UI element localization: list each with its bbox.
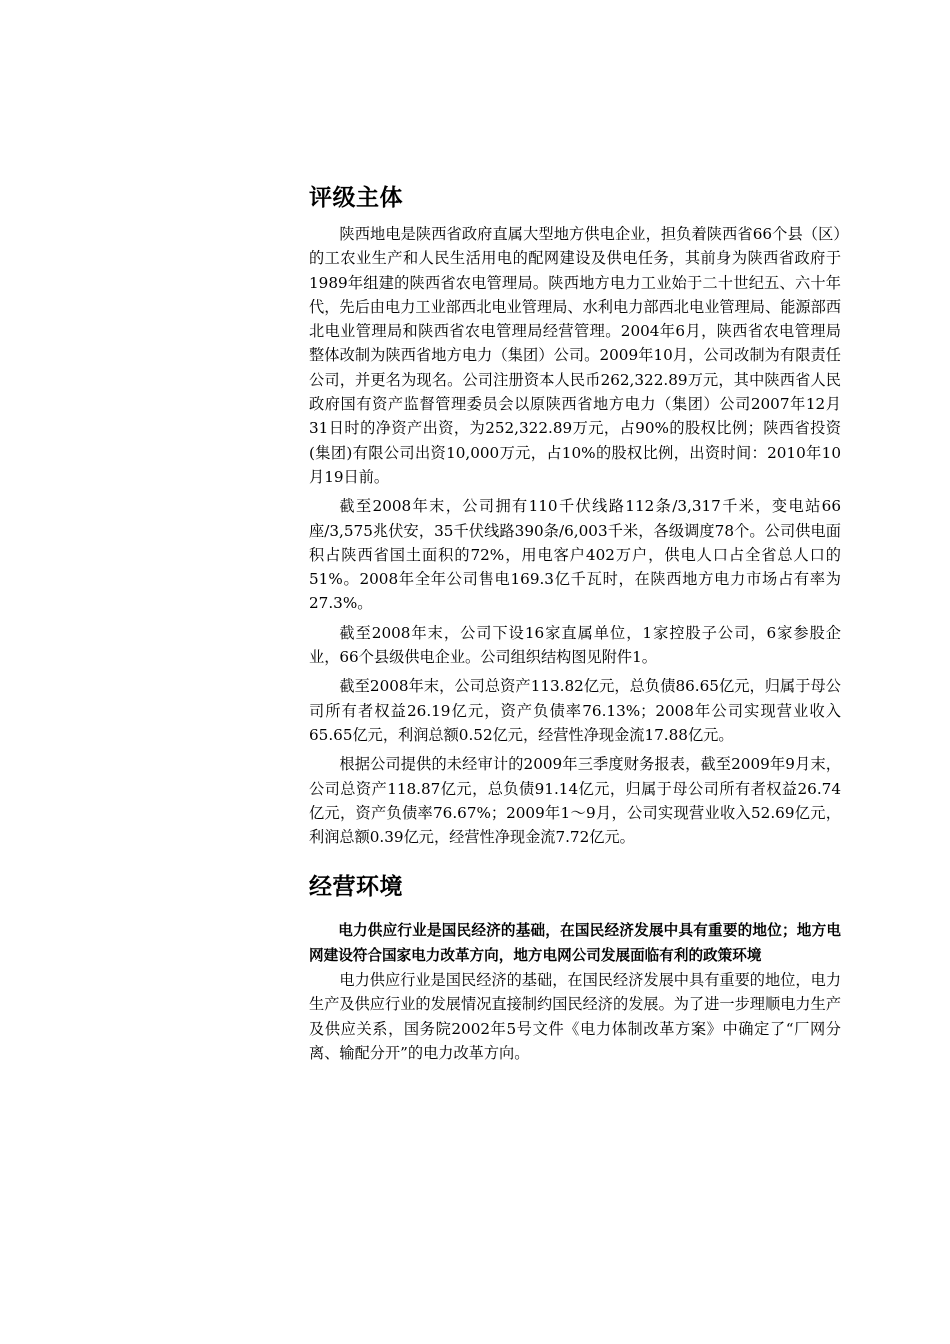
paragraph: 根据公司提供的未经审计的2009年三季度财务报表，截至2009年9月末，公司总资产118.87亿元，总负债91.14亿元，归属于母公司所有者权益26.74亿元，资产负债率76.67%；2009年1～9月，公司实现营业收入52.69亿元，利润总额0.39亿元，经营性净现金流7.72亿元。 <box>309 755 841 847</box>
paragraph: 陕西地电是陕西省政府直属大型地方供电企业，担负着陕西省66个县（区）的工农业生产和人民生活用电的配网建设及供电任务，其前身为陕西省政府于1989年组建的陕西省农电管理局。陕西地方电力工业始于二十世纪五、六十年代，先后由电力工业部西北电业管理局、水利电力部西北电业管理局、能源部西北电业管理局和陕西省农电管理局经营管理。2004年6月，陕西省农电管理局整体改制为陕西省地方电力（集团）公司。2009年10月，公司改制为有限责任公司，并更名为现名。公司注册资本人民币262,322.89万元，其中陕西省人民政府国有资产监督管理委员会以原陕西省地方电力（集团）公司2007年12月31日时的净资产出资，为252,322.89万元，占90%的股权比例；陕西省投资(集团)有限公司出资10,000万元，占10%的股权比例，出资时间：2010年10月19日前。 <box>309 225 841 486</box>
section-title-rating-subject: 评级主体 <box>309 185 403 211</box>
paragraph: 截至2008年末，公司下设16家直属单位，1家控股子公司，6家参股企业，66个县级供电企业。公司组织结构图见附件1。 <box>309 623 841 667</box>
paragraph: 截至2008年末，公司拥有110千伏线路112条/3,317千米，变电站66座/3,575兆伏安，35千伏线路390条/6,003千米，各级调度78个。公司供电面积占陕西省国土面积的72%，用电客户402万户，供电人口占全省总人口的51%。2008年全年公司售电169.3亿千瓦时，在陕西地方电力市场占有率为27.3%。 <box>309 497 841 613</box>
bold-lead-paragraph: 电力供应行业是国民经济的基础，在国民经济发展中具有重要的地位；地方电网建设符合国家电力改革方向，地方电网公司发展面临有利的政策环境 <box>309 922 841 964</box>
paragraph: 电力供应行业是国民经济的基础，在国民经济发展中具有重要的地位，电力生产及供应行业的发展情况直接制约国民经济的发展。为了进一步理顺电力生产及供应关系，国务院2002年5号文件《电力体制改革方案》中确定了“厂网分离、输配分开”的电力改革方向。 <box>309 971 841 1062</box>
paragraph: 截至2008年末，公司总资产113.82亿元，总负债86.65亿元，归属于母公司所有者权益26.19亿元，资产负债率76.13%；2008年公司实现营业收入65.65亿元，利润总额0.52亿元，经营性净现金流17.88亿元。 <box>309 677 841 744</box>
document-page <box>309 182 841 1070</box>
section-title-operating-environment: 经营环境 <box>309 874 403 901</box>
